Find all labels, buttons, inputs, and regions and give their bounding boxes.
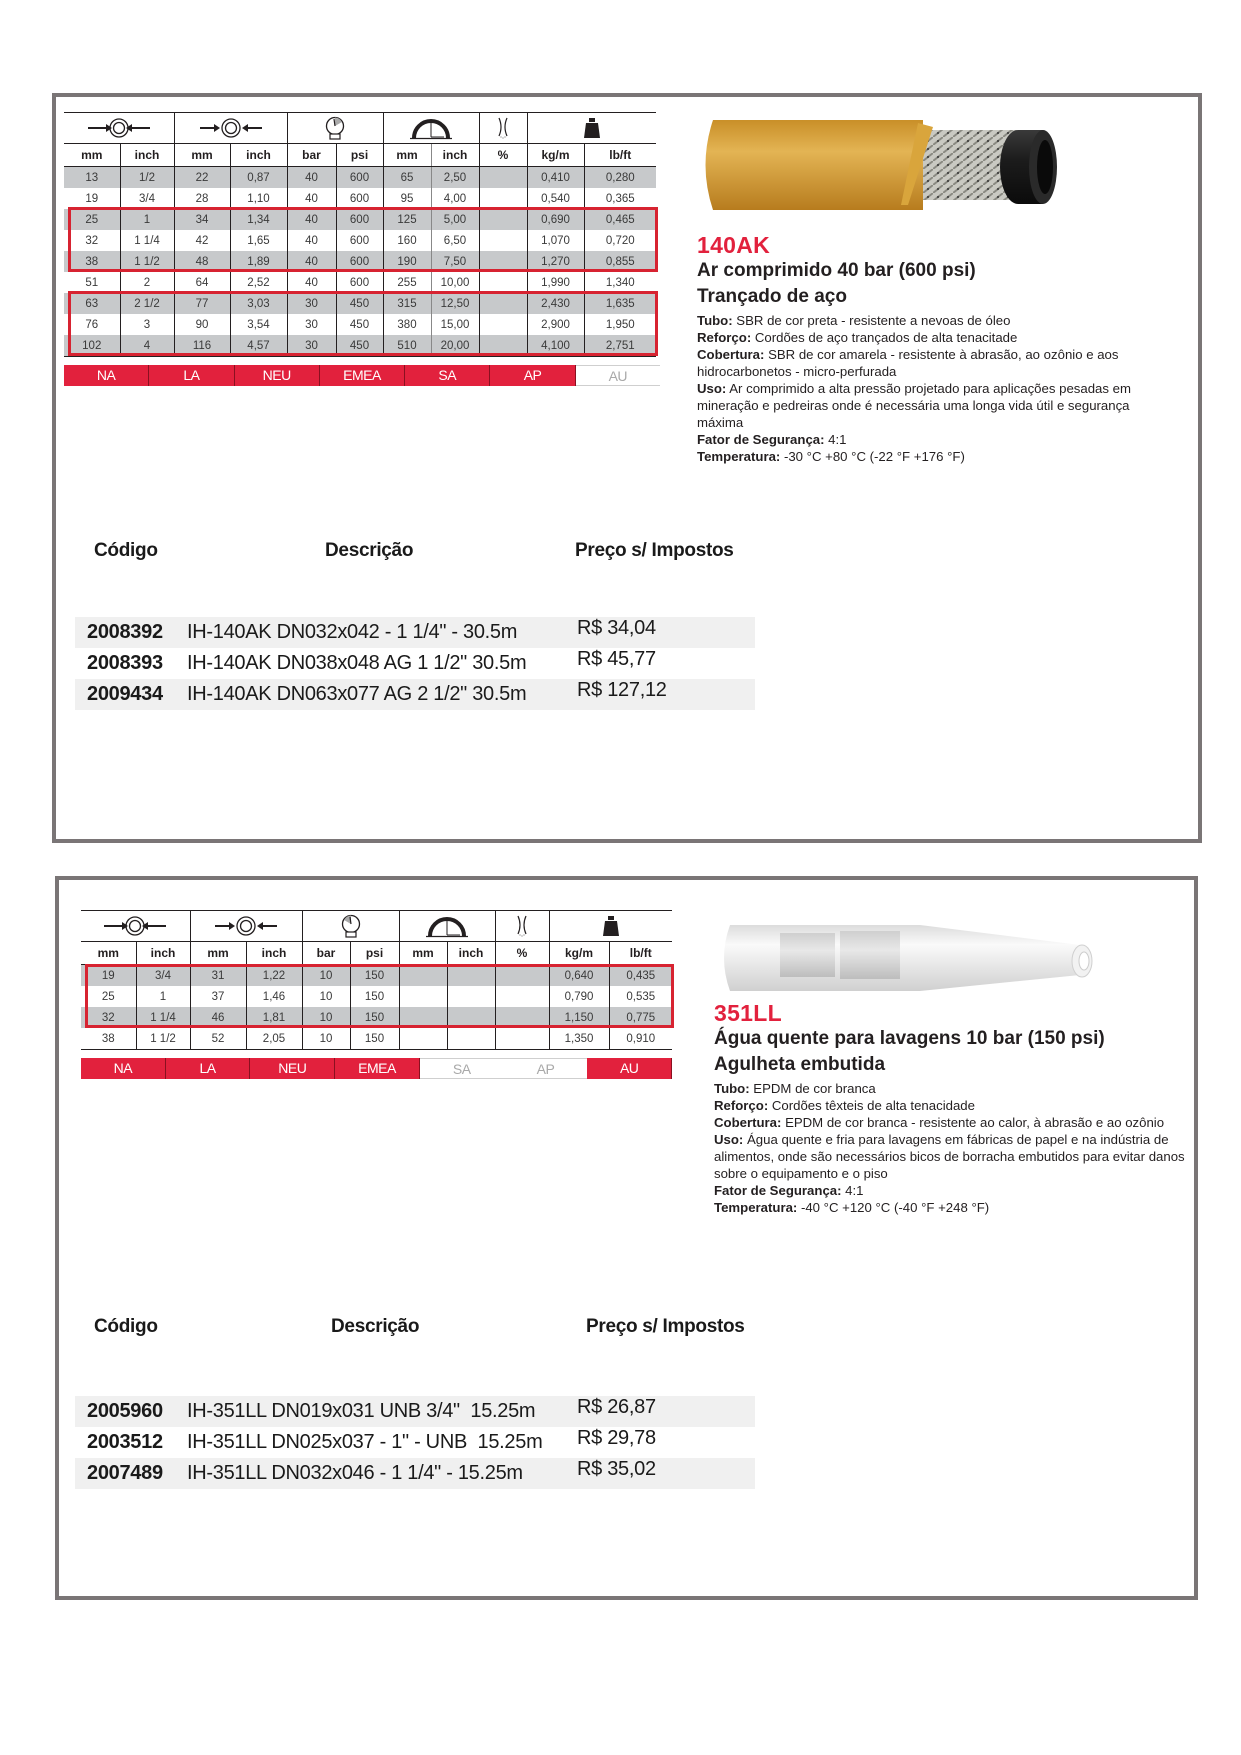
spec-value: EPDM de cor branca <box>749 1081 876 1096</box>
col-header: mm <box>383 144 431 167</box>
col-header: inch <box>431 144 479 167</box>
product-code-cell: 2008392 <box>87 621 163 643</box>
bend-radius-icon <box>399 911 495 942</box>
table-cell <box>399 1028 447 1050</box>
spec-label: Cobertura: <box>697 347 765 362</box>
table-cell: 1 1/2 <box>136 1028 190 1050</box>
price-table-351ll <box>75 1396 755 1489</box>
table-cell: 190 <box>383 251 431 272</box>
spec-value: Cordões têxteis de alta tenacidade <box>768 1098 975 1113</box>
col-header: psi <box>336 144 383 167</box>
table-cell: 510 <box>383 335 431 357</box>
table-row <box>81 965 672 987</box>
table-cell: 95 <box>383 188 431 209</box>
table-cell <box>479 251 527 272</box>
product-code-cell: 2003512 <box>87 1431 163 1453</box>
table-cell: 1,270 <box>527 251 584 272</box>
table-cell: 76 <box>85 318 99 331</box>
spec-label: Fator de Segurança: <box>697 432 825 447</box>
table-cell <box>447 1007 495 1028</box>
table-row <box>64 188 656 209</box>
table-cell <box>495 1007 549 1028</box>
col-header: mm <box>174 144 230 167</box>
table-cell: 3,54 <box>230 314 287 335</box>
table-cell: 3,03 <box>230 293 287 314</box>
table-cell <box>399 1007 447 1028</box>
region-tag-sa: SA <box>405 365 490 386</box>
table-cell: 42 <box>174 230 230 251</box>
table-cell: 37 <box>190 986 246 1007</box>
table-cell: 5,00 <box>431 209 479 230</box>
table-cell: 150 <box>350 1028 399 1050</box>
spec-value: 4:1 <box>824 432 847 447</box>
spec-value: EPDM de cor branca - resistente ao calor, à abrasão e ao ozônio <box>781 1115 1165 1130</box>
region-tag-emea: EMEA <box>335 1058 420 1079</box>
table-row <box>64 251 656 272</box>
product-code-cell: 2007489 <box>87 1462 163 1484</box>
region-availability-bar <box>81 1058 672 1079</box>
table-cell: 0,435 <box>609 965 672 987</box>
spec-value: Ar comprimido a alta pressão projetado para aplicações pesadas em mineração e pedreiras onde é necessária uma longa vida útil e segurança máxima <box>697 381 1131 430</box>
table-cell: 63 <box>64 293 120 314</box>
weight-icon <box>527 113 656 144</box>
table-cell: 2,430 <box>527 293 584 314</box>
table-cell <box>479 230 527 251</box>
spec-label: Reforço: <box>697 330 752 345</box>
col-header: kg/m <box>549 942 609 965</box>
table-cell: 10 <box>302 1007 350 1028</box>
description-cell: IH-140AK DN063x077 AG 2 1/2" 30.5m <box>187 683 527 705</box>
table-cell: 2 1/2 <box>120 293 174 314</box>
spec-table-body <box>81 965 672 1050</box>
table-cell: 3 <box>120 314 174 335</box>
region-tag-sa: SA <box>420 1058 504 1079</box>
table-cell: 77 <box>174 293 230 314</box>
spec-table-351ll <box>81 910 672 1050</box>
col-header: inch <box>120 144 174 167</box>
spec-label: Temperatura: <box>714 1200 798 1215</box>
vacuum-icon <box>479 113 527 144</box>
col-header: % <box>479 144 527 167</box>
table-cell: 315 <box>383 293 431 314</box>
table-cell: 10 <box>302 1028 350 1050</box>
table-cell: 4,57 <box>230 335 287 357</box>
description-cell: IH-140AK DN032x042 - 1 1/4" - 30.5m <box>187 621 518 643</box>
table-cell: 0,540 <box>527 188 584 209</box>
table-cell <box>447 965 495 987</box>
spec-line <box>697 313 1010 328</box>
table-cell: 4,00 <box>431 188 479 209</box>
product-subtitle: Trançado de aço <box>697 286 847 307</box>
table-cell: 7,50 <box>431 251 479 272</box>
spec-line <box>714 1115 1164 1130</box>
table-cell: 65 <box>383 167 431 189</box>
table-cell: 450 <box>336 335 383 357</box>
region-availability-bar <box>64 365 660 386</box>
table-cell: 0,535 <box>609 986 672 1007</box>
table-cell: 1,46 <box>246 986 302 1007</box>
price-row <box>75 679 755 710</box>
table-cell: 3/4 <box>120 188 174 209</box>
table-cell: 600 <box>336 230 383 251</box>
table-cell: 10 <box>302 965 350 987</box>
price-row <box>75 648 755 679</box>
spec-label: Tubo: <box>714 1081 750 1096</box>
table-cell: 1 1/4 <box>120 230 174 251</box>
price-table-140ak <box>75 617 755 710</box>
table-cell: 160 <box>383 230 431 251</box>
spec-value: -30 °C +80 °C (-22 °F +176 °F) <box>780 449 965 464</box>
inner-diameter-icon <box>81 911 190 942</box>
table-cell: 38 <box>64 251 120 272</box>
col-header: inch <box>230 144 287 167</box>
table-cell: 1 <box>120 209 174 230</box>
table-cell: 1 <box>136 986 190 1007</box>
price-header-price: Preço s/ Impostos <box>575 540 734 561</box>
spec-line <box>697 449 965 464</box>
table-cell: 90 <box>174 314 230 335</box>
table-cell: 3/4 <box>136 965 190 987</box>
description-cell: IH-351LL DN032x046 - 1 1/4" - 15.25m <box>187 1462 523 1484</box>
table-cell: 46 <box>190 1007 246 1028</box>
spec-label: Uso: <box>714 1132 744 1147</box>
price-cell: R$ 26,87 <box>577 1396 656 1418</box>
table-cell: 40 <box>287 272 336 293</box>
table-cell: 1,150 <box>549 1007 609 1028</box>
table-cell: 1,89 <box>230 251 287 272</box>
price-header-code: Código <box>94 1316 158 1337</box>
table-row <box>64 209 656 230</box>
spec-line <box>714 1081 876 1096</box>
table-cell: 380 <box>383 314 431 335</box>
outer-diameter-icon <box>190 911 302 942</box>
price-row <box>75 617 755 648</box>
spec-value: SBR de cor amarela - resistente à abrasão, ao ozônio e aos hidrocarbonetos - micro-perfurada <box>697 347 1119 379</box>
weight-icon <box>549 911 672 942</box>
table-cell: 25 <box>101 990 115 1003</box>
table-row <box>64 314 656 335</box>
region-tag-emea: EMEA <box>320 365 405 386</box>
table-cell <box>399 965 447 987</box>
spec-label: Tubo: <box>697 313 733 328</box>
pressure-gauge-icon <box>287 113 383 144</box>
spec-line <box>697 381 1131 430</box>
table-cell: 150 <box>350 1007 399 1028</box>
table-cell: 2,05 <box>246 1028 302 1050</box>
hose-image-351ll <box>710 895 1110 1000</box>
table-cell: 38 <box>81 1028 136 1050</box>
price-cell: R$ 127,12 <box>577 679 667 701</box>
table-cell: 32 <box>81 1007 136 1028</box>
spec-value: SBR de cor preta - resistente a nevoas de óleo <box>732 313 1011 328</box>
table-cell: 40 <box>287 167 336 189</box>
table-cell: 22 <box>174 167 230 189</box>
table-cell <box>479 167 527 189</box>
table-cell: 0,465 <box>584 209 656 230</box>
table-cell: 450 <box>336 293 383 314</box>
col-header: % <box>495 942 549 965</box>
table-cell: 6,50 <box>431 230 479 251</box>
table-row <box>81 1007 672 1028</box>
table-cell: 1 1/2 <box>120 251 174 272</box>
table-cell <box>399 986 447 1007</box>
description-cell: IH-351LL DN019x031 UNB 3/4" 15.25m <box>187 1400 536 1422</box>
col-header: mm <box>81 942 136 965</box>
spec-line <box>697 347 1118 379</box>
table-cell: 64 <box>174 272 230 293</box>
table-cell: 0,855 <box>584 251 656 272</box>
table-cell: 102 <box>64 335 120 357</box>
col-header: mm <box>399 942 447 965</box>
table-row <box>64 230 656 251</box>
table-cell <box>495 986 549 1007</box>
region-tag-ap: AP <box>490 365 575 386</box>
product-code: 351LL <box>714 1000 782 1026</box>
spec-label: Fator de Segurança: <box>714 1183 842 1198</box>
region-tag-ap: AP <box>504 1058 588 1079</box>
table-cell: 1,34 <box>230 209 287 230</box>
table-row <box>64 272 656 293</box>
table-cell: 1,950 <box>584 314 656 335</box>
table-cell: 30 <box>287 314 336 335</box>
product-title: Ar comprimido 40 bar (600 psi) <box>697 260 976 281</box>
table-row <box>81 1028 672 1050</box>
col-header: lb/ft <box>584 144 656 167</box>
table-cell: 40 <box>287 230 336 251</box>
table-cell: 1,65 <box>230 230 287 251</box>
table-cell: 32 <box>85 234 99 247</box>
table-cell: 4 <box>120 335 174 357</box>
table-cell: 600 <box>336 209 383 230</box>
bend-radius-icon <box>383 113 479 144</box>
table-cell: 1,22 <box>246 965 302 987</box>
table-cell: 51 <box>85 276 99 289</box>
spec-value: -40 °C +120 °C (-40 °F +248 °F) <box>797 1200 990 1215</box>
table-cell: 2,50 <box>431 167 479 189</box>
price-row <box>75 1396 755 1427</box>
table-cell: 0,365 <box>584 188 656 209</box>
product-title: Água quente para lavagens 10 bar (150 psi) <box>714 1028 1105 1049</box>
table-cell: 2,900 <box>527 314 584 335</box>
col-header: bar <box>287 144 336 167</box>
table-cell: 10,00 <box>431 272 479 293</box>
table-cell: 600 <box>336 251 383 272</box>
price-cell: R$ 35,02 <box>577 1458 656 1480</box>
product-specs <box>697 312 1177 465</box>
table-cell: 30 <box>287 293 336 314</box>
table-cell: 0,910 <box>609 1028 672 1050</box>
price-header-code: Código <box>94 540 158 561</box>
product-code-cell: 2008393 <box>87 652 163 674</box>
table-cell: 31 <box>190 965 246 987</box>
spec-table-body <box>64 167 656 357</box>
table-cell: 600 <box>336 167 383 189</box>
table-cell: 15,00 <box>431 314 479 335</box>
table-cell: 0,690 <box>527 209 584 230</box>
table-cell: 0,280 <box>584 167 656 189</box>
table-cell: 4,100 <box>527 335 584 357</box>
spec-label: Cobertura: <box>714 1115 782 1130</box>
table-cell <box>479 272 527 293</box>
price-cell: R$ 45,77 <box>577 648 656 670</box>
col-header: lb/ft <box>609 942 672 965</box>
region-tag-na: NA <box>64 365 149 386</box>
table-cell: 600 <box>336 188 383 209</box>
table-cell: 1/2 <box>120 167 174 189</box>
table-cell: 34 <box>174 209 230 230</box>
spec-label: Temperatura: <box>697 449 781 464</box>
spec-table-140ak <box>64 112 656 357</box>
product-subtitle: Agulheta embutida <box>714 1054 886 1075</box>
product-code-cell: 2009434 <box>87 683 163 705</box>
table-cell: 1,81 <box>246 1007 302 1028</box>
table-cell: 25 <box>64 209 120 230</box>
table-cell: 1 1/4 <box>136 1007 190 1028</box>
table-row <box>64 167 656 189</box>
table-cell: 1,10 <box>230 188 287 209</box>
table-cell: 28 <box>174 188 230 209</box>
col-header: inch <box>136 942 190 965</box>
table-cell: 10 <box>302 986 350 1007</box>
spec-label: Reforço: <box>714 1098 769 1113</box>
price-row <box>75 1427 755 1458</box>
inner-diameter-icon <box>64 113 174 144</box>
region-tag-neu: NEU <box>250 1058 335 1079</box>
product-specs <box>714 1080 1194 1216</box>
product-info-140ak <box>697 232 1177 465</box>
table-cell <box>479 293 527 314</box>
table-cell: 40 <box>287 188 336 209</box>
table-cell: 52 <box>190 1028 246 1050</box>
product-code: 140AK <box>697 232 771 258</box>
table-cell: 1,340 <box>584 272 656 293</box>
spec-line <box>714 1132 1185 1181</box>
col-header: mm <box>64 144 120 167</box>
price-header-price: Preço s/ Impostos <box>586 1316 745 1337</box>
table-cell: 2,751 <box>584 335 656 357</box>
table-cell: 48 <box>174 251 230 272</box>
spec-value: 4:1 <box>841 1183 864 1198</box>
spec-line <box>714 1200 989 1215</box>
table-cell: 40 <box>287 251 336 272</box>
price-header-description: Descrição <box>331 1316 420 1337</box>
region-tag-au: AU <box>587 1058 672 1079</box>
table-cell: 13 <box>64 167 120 189</box>
table-cell <box>479 209 527 230</box>
table-cell: 1,350 <box>549 1028 609 1050</box>
spec-line <box>697 330 1017 345</box>
col-header: mm <box>190 942 246 965</box>
spec-label: Uso: <box>697 381 727 396</box>
table-cell: 600 <box>336 272 383 293</box>
table-cell: 125 <box>383 209 431 230</box>
spec-value: Cordões de aço trançados de alta tenacitade <box>751 330 1018 345</box>
region-tag-na: NA <box>81 1058 166 1079</box>
price-cell: R$ 34,04 <box>577 617 656 639</box>
col-header: inch <box>447 942 495 965</box>
price-row <box>75 1458 755 1489</box>
table-cell: 1,990 <box>527 272 584 293</box>
table-cell <box>495 1028 549 1050</box>
table-cell: 0,87 <box>230 167 287 189</box>
table-cell: 19 <box>81 965 136 987</box>
table-cell: 20,00 <box>431 335 479 357</box>
table-row <box>64 335 656 357</box>
description-cell: IH-140AK DN038x048 AG 1 1/2" 30.5m <box>187 652 527 674</box>
col-header: inch <box>246 942 302 965</box>
col-header: psi <box>350 942 399 965</box>
region-tag-la: LA <box>166 1058 251 1079</box>
table-cell: 19 <box>85 192 99 205</box>
table-cell: 2 <box>120 272 174 293</box>
col-header: kg/m <box>527 144 584 167</box>
table-cell: 255 <box>383 272 431 293</box>
table-cell <box>479 188 527 209</box>
table-cell: 30 <box>287 335 336 357</box>
table-cell: 116 <box>174 335 230 357</box>
table-cell: 0,410 <box>527 167 584 189</box>
pressure-gauge-icon <box>302 911 399 942</box>
table-cell: 2,52 <box>230 272 287 293</box>
table-cell: 1,070 <box>527 230 584 251</box>
table-cell: 12,50 <box>431 293 479 314</box>
table-row <box>64 293 656 314</box>
table-cell: 0,640 <box>549 965 609 987</box>
table-cell <box>447 1028 495 1050</box>
spec-line <box>714 1098 975 1113</box>
table-row <box>81 986 672 1007</box>
vacuum-icon <box>495 911 549 942</box>
table-cell: 0,790 <box>549 986 609 1007</box>
table-cell <box>447 986 495 1007</box>
table-cell: 150 <box>350 965 399 987</box>
region-tag-la: LA <box>149 365 234 386</box>
description-cell: IH-351LL DN025x037 - 1" - UNB 15.25m <box>187 1431 543 1453</box>
product-code-cell: 2005960 <box>87 1400 163 1422</box>
col-header: bar <box>302 942 350 965</box>
outer-diameter-icon <box>174 113 287 144</box>
table-cell <box>479 335 527 357</box>
table-cell: 450 <box>336 314 383 335</box>
spec-line <box>697 432 847 447</box>
table-cell: 0,775 <box>609 1007 672 1028</box>
table-cell <box>495 965 549 987</box>
table-cell: 40 <box>287 209 336 230</box>
table-cell: 0,720 <box>584 230 656 251</box>
price-cell: R$ 29,78 <box>577 1427 656 1449</box>
price-header-description: Descrição <box>325 540 414 561</box>
table-cell: 1,635 <box>584 293 656 314</box>
region-tag-neu: NEU <box>235 365 320 386</box>
table-cell: 150 <box>350 986 399 1007</box>
hose-image-140ak <box>693 105 1073 230</box>
region-tag-au: AU <box>576 365 660 386</box>
product-info-351ll <box>714 1000 1194 1216</box>
spec-line <box>714 1183 864 1198</box>
table-cell <box>479 314 527 335</box>
spec-value: Água quente e fria para lavagens em fábricas de papel e na indústria de alimentos, onde são necessários bicos de borracha embutidos para evitar danos sobre o equipamento e o piso <box>714 1132 1185 1181</box>
